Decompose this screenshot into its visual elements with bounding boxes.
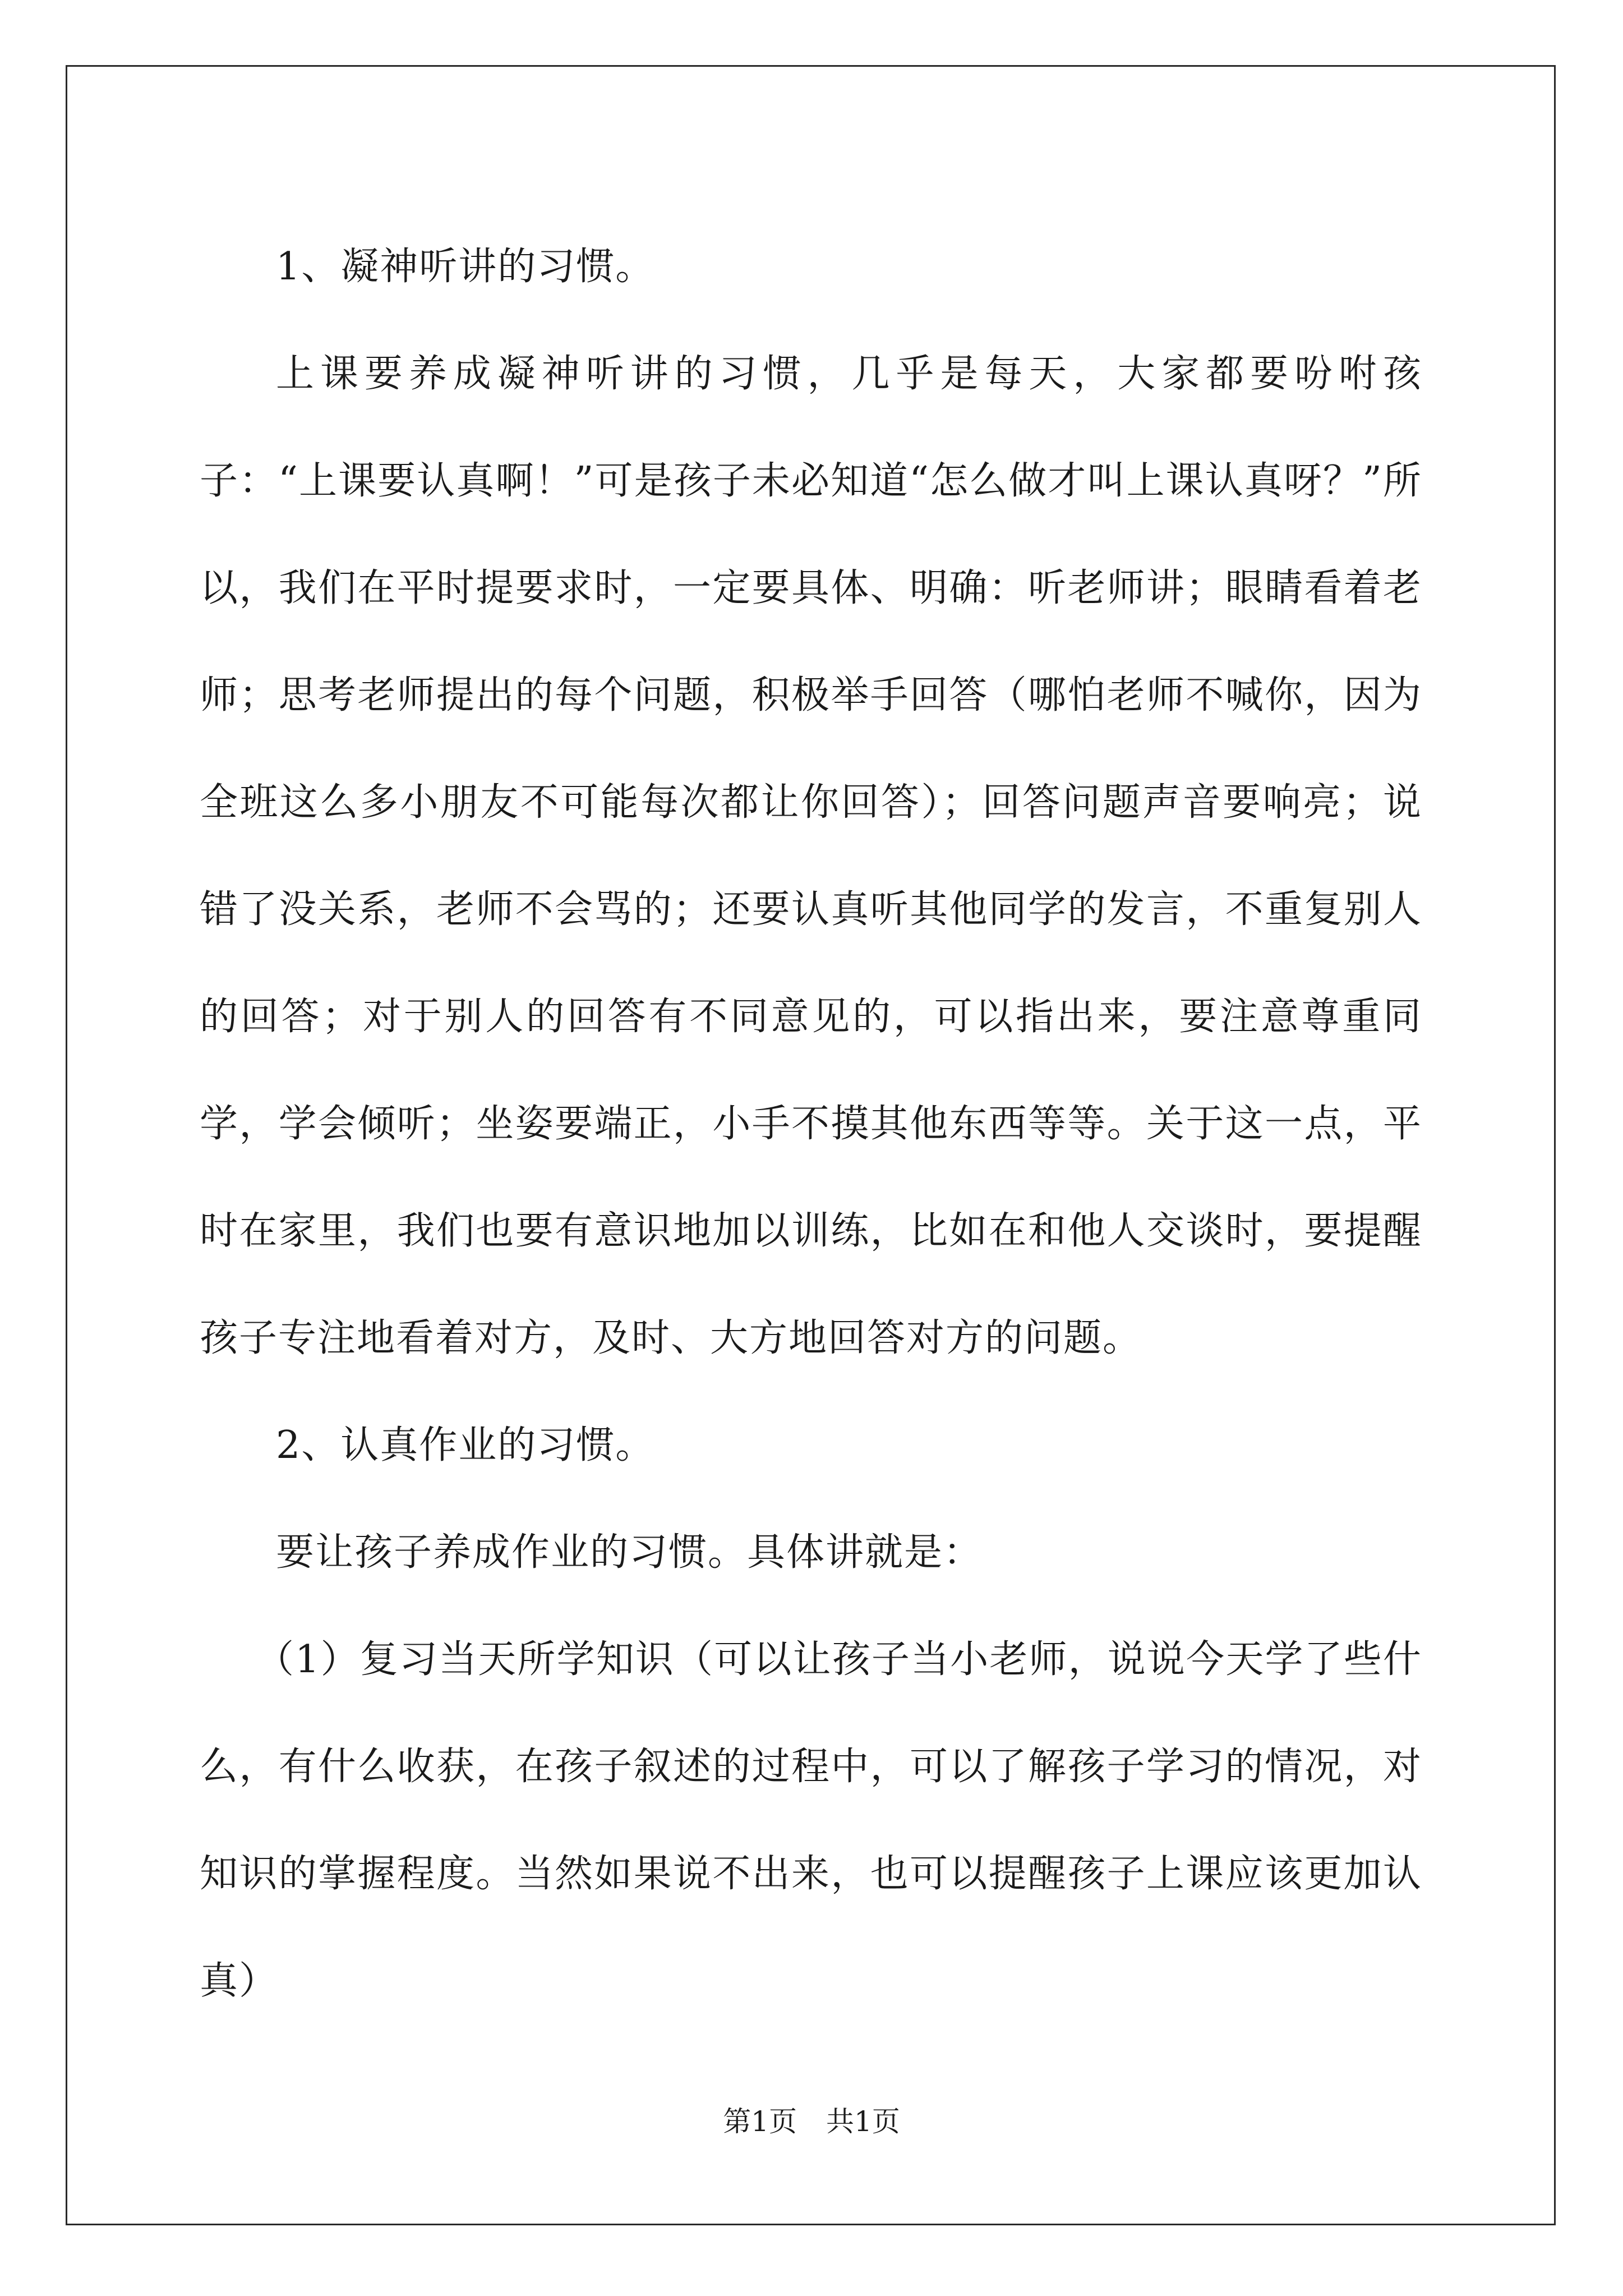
page-number-current: 第1页 bbox=[723, 2105, 797, 2138]
paragraph-review-item: （1）复习当天所学知识（可以让孩子当小老师，说说今天学了些什么，有什么收获，在孩子叙述的过程中，可以了解孩子学习的情况，对知识的掌握程度。当然如果说不出来，也可以提醒孩子上课应该更加认真） bbox=[200, 1637, 1422, 2003]
document-body bbox=[200, 213, 1422, 2035]
page-footer bbox=[0, 2105, 1623, 2138]
page-number-total: 共1页 bbox=[826, 2105, 900, 2138]
paragraph-homework-intro: 要让孩子养成作业的习惯。具体讲就是： bbox=[276, 1530, 983, 1575]
paragraph-listening-habit: 上课要养成凝神听讲的习惯，几乎是每天，大家都要吩咐孩子：“上课要认真啊！”可是孩子未必知道“怎么做才叫上课认真呀？”所以，我们在平时提要求时，一定要具体、明确：听老师讲；眼睛看着老师；思考老师提出的每个问题，积极举手回答（哪怕老师不喊你，因为全班这么多小朋友不可能每次都让你回答）；回答问题声音要响亮；说错了没关系，老师不会骂的；还要认真听其他同学的发言，不重复别人的回答；对于别人的回答有不同意见的，可以指出来，要注意尊重同学，学会倾听；坐姿要端正，小手不摸其他东西等等。关于这一点，平时在家里，我们也要有意识地加以训练，比如在和他人交谈时，要提醒孩子专注地看着对方，及时、大方地回答对方的问题。 bbox=[200, 352, 1422, 1360]
paragraph-heading-2: 2、认真作业的习惯。 bbox=[276, 1423, 655, 1467]
paragraph-heading-1: 1、凝神听讲的习惯。 bbox=[276, 245, 655, 289]
